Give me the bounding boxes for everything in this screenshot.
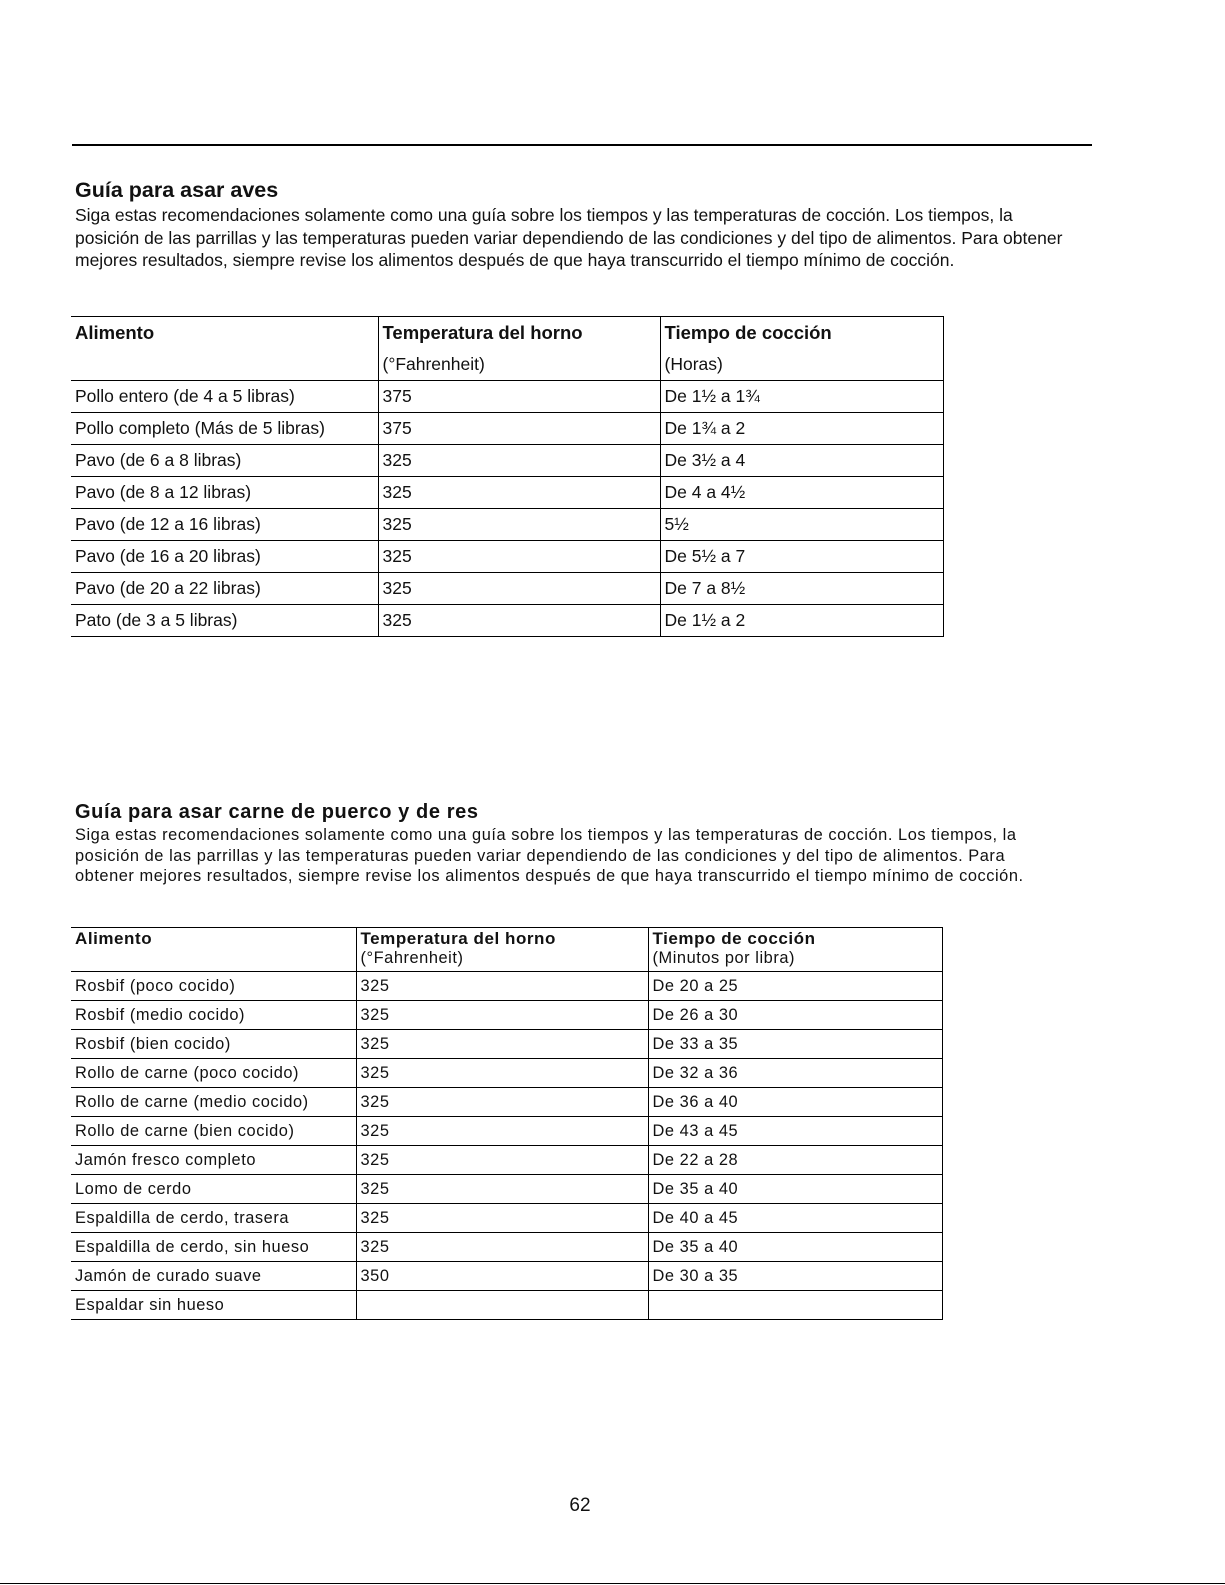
temp-cell: 375 (378, 413, 660, 445)
header-food: Alimento (71, 317, 378, 350)
poultry-section-title: Guía para asar aves (75, 178, 279, 202)
temp-cell: 325 (356, 972, 648, 1001)
food-cell: Rollo de carne (medio cocido) (71, 1088, 356, 1117)
pork-beef-roasting-table (71, 927, 943, 1320)
time-cell: De 3½ a 4 (660, 445, 943, 477)
page-number: 62 (569, 1495, 591, 1516)
table-row (71, 1291, 942, 1320)
food-cell: Rosbif (bien cocido) (71, 1030, 356, 1059)
food-cell: Espaldilla de cerdo, sin hueso (71, 1233, 356, 1262)
temp-cell: 325 (356, 1001, 648, 1030)
top-rule (72, 144, 1092, 146)
food-cell: Rollo de carne (bien cocido) (71, 1117, 356, 1146)
table-row (71, 1175, 942, 1204)
time-cell: De 5½ a 7 (660, 541, 943, 573)
time-cell: De 26 a 30 (648, 1001, 942, 1030)
temp-cell: 325 (378, 605, 660, 637)
table-row (71, 1262, 942, 1291)
subheader-food (71, 949, 356, 972)
table-row (71, 509, 943, 541)
time-cell: De 20 a 25 (648, 972, 942, 1001)
time-cell: De 1½ a 1¾ (660, 381, 943, 413)
subheader-oven-temp: (°Fahrenheit) (378, 349, 660, 381)
table-row (71, 605, 943, 637)
table-row (71, 1059, 942, 1088)
food-cell: Pavo (de 16 a 20 libras) (71, 541, 378, 573)
time-cell: De 7 a 8½ (660, 573, 943, 605)
food-cell: Jamón de curado suave (71, 1262, 356, 1291)
table-subheader-row (71, 349, 943, 381)
food-cell: Pollo completo (Más de 5 libras) (71, 413, 378, 445)
time-cell: De 1½ a 2 (660, 605, 943, 637)
time-cell: De 35 a 40 (648, 1175, 942, 1204)
subheader-cook-time: (Horas) (660, 349, 943, 381)
temp-cell: 325 (356, 1117, 648, 1146)
header-food: Alimento (71, 928, 356, 950)
table-row (71, 972, 942, 1001)
table-subheader-row (71, 949, 942, 972)
food-cell: Pollo entero (de 4 a 5 libras) (71, 381, 378, 413)
time-cell: De 43 a 45 (648, 1117, 942, 1146)
time-cell: 5½ (660, 509, 943, 541)
table-row (71, 1233, 942, 1262)
pork-beef-section-title: Guía para asar carne de puerco y de res (75, 801, 479, 823)
time-cell: De 30 a 35 (648, 1262, 942, 1291)
table-row (71, 1117, 942, 1146)
temp-cell: 325 (356, 1088, 648, 1117)
temp-cell: 325 (356, 1059, 648, 1088)
table-row (71, 1030, 942, 1059)
temp-cell: 325 (378, 541, 660, 573)
poultry-section-intro: Siga estas recomendaciones solamente como una guía sobre los tiempos y las temperaturas de cocción. Los tiempos, la posición de las parrillas y las temperaturas pueden variar dependiendo de las condiciones y del tipo de alimentos. Para obtener mejores resultados, siempre revise los alimentos después de que haya transcurrido el tiempo mínimo de cocción. (75, 205, 1063, 271)
time-cell: De 33 a 35 (648, 1030, 942, 1059)
food-cell: Rosbif (poco cocido) (71, 972, 356, 1001)
table-row (71, 381, 943, 413)
subheader-food (71, 349, 378, 381)
food-cell: Jamón fresco completo (71, 1146, 356, 1175)
table-header-row (71, 317, 943, 350)
time-cell: De 40 a 45 (648, 1204, 942, 1233)
table-row (71, 477, 943, 509)
table-header-row (71, 928, 942, 950)
header-cook-time: Tiempo de cocción (660, 317, 943, 350)
poultry-roasting-table (71, 316, 944, 637)
subheader-oven-temp: (°Fahrenheit) (356, 949, 648, 972)
table-row (71, 1001, 942, 1030)
food-cell: Pato (de 3 a 5 libras) (71, 605, 378, 637)
food-cell: Rollo de carne (poco cocido) (71, 1059, 356, 1088)
food-cell: Lomo de cerdo (71, 1175, 356, 1204)
time-cell: De 36 a 40 (648, 1088, 942, 1117)
header-oven-temp: Temperatura del horno (378, 317, 660, 350)
temp-cell: 325 (356, 1204, 648, 1233)
table-row (71, 1204, 942, 1233)
time-cell: De 32 a 36 (648, 1059, 942, 1088)
temp-cell: 375 (378, 381, 660, 413)
food-cell: Rosbif (medio cocido) (71, 1001, 356, 1030)
temp-cell: 350 (356, 1262, 648, 1291)
table-row (71, 1146, 942, 1175)
food-cell: Pavo (de 6 a 8 libras) (71, 445, 378, 477)
temp-cell: 325 (378, 445, 660, 477)
header-oven-temp: Temperatura del horno (356, 928, 648, 950)
temp-cell: 325 (356, 1233, 648, 1262)
time-cell (648, 1291, 942, 1320)
temp-cell: 325 (378, 509, 660, 541)
bottom-rule (0, 1583, 1225, 1584)
poultry-section (75, 176, 1065, 272)
temp-cell: 325 (356, 1175, 648, 1204)
table-row (71, 1088, 942, 1117)
food-cell: Pavo (de 12 a 16 libras) (71, 509, 378, 541)
table-row (71, 413, 943, 445)
table-row (71, 445, 943, 477)
temp-cell (356, 1291, 648, 1320)
temp-cell: 325 (378, 573, 660, 605)
pork-beef-section-intro: Siga estas recomendaciones solamente como una guía sobre los tiempos y las temperaturas de cocción. Los tiempos, la posición de las parrillas y las temperaturas pueden variar dependiendo de las condiciones y del tipo de alimentos. Para obtener mejores resultados, siempre revise los alimentos después de que haya transcurrido el tiempo mínimo de cocción. (75, 826, 1024, 886)
time-cell: De 1¾ a 2 (660, 413, 943, 445)
time-cell: De 22 a 28 (648, 1146, 942, 1175)
table-row (71, 573, 943, 605)
food-cell: Pavo (de 20 a 22 libras) (71, 573, 378, 605)
header-cook-time: Tiempo de cocción (648, 928, 942, 950)
time-cell: De 4 a 4½ (660, 477, 943, 509)
time-cell: De 35 a 40 (648, 1233, 942, 1262)
food-cell: Espaldar sin hueso (71, 1291, 356, 1320)
subheader-cook-time: (Minutos por libra) (648, 949, 942, 972)
temp-cell: 325 (356, 1030, 648, 1059)
food-cell: Espaldilla de cerdo, trasera (71, 1204, 356, 1233)
temp-cell: 325 (356, 1146, 648, 1175)
food-cell: Pavo (de 8 a 12 libras) (71, 477, 378, 509)
temp-cell: 325 (378, 477, 660, 509)
pork-beef-section (75, 799, 1065, 887)
table-row (71, 541, 943, 573)
